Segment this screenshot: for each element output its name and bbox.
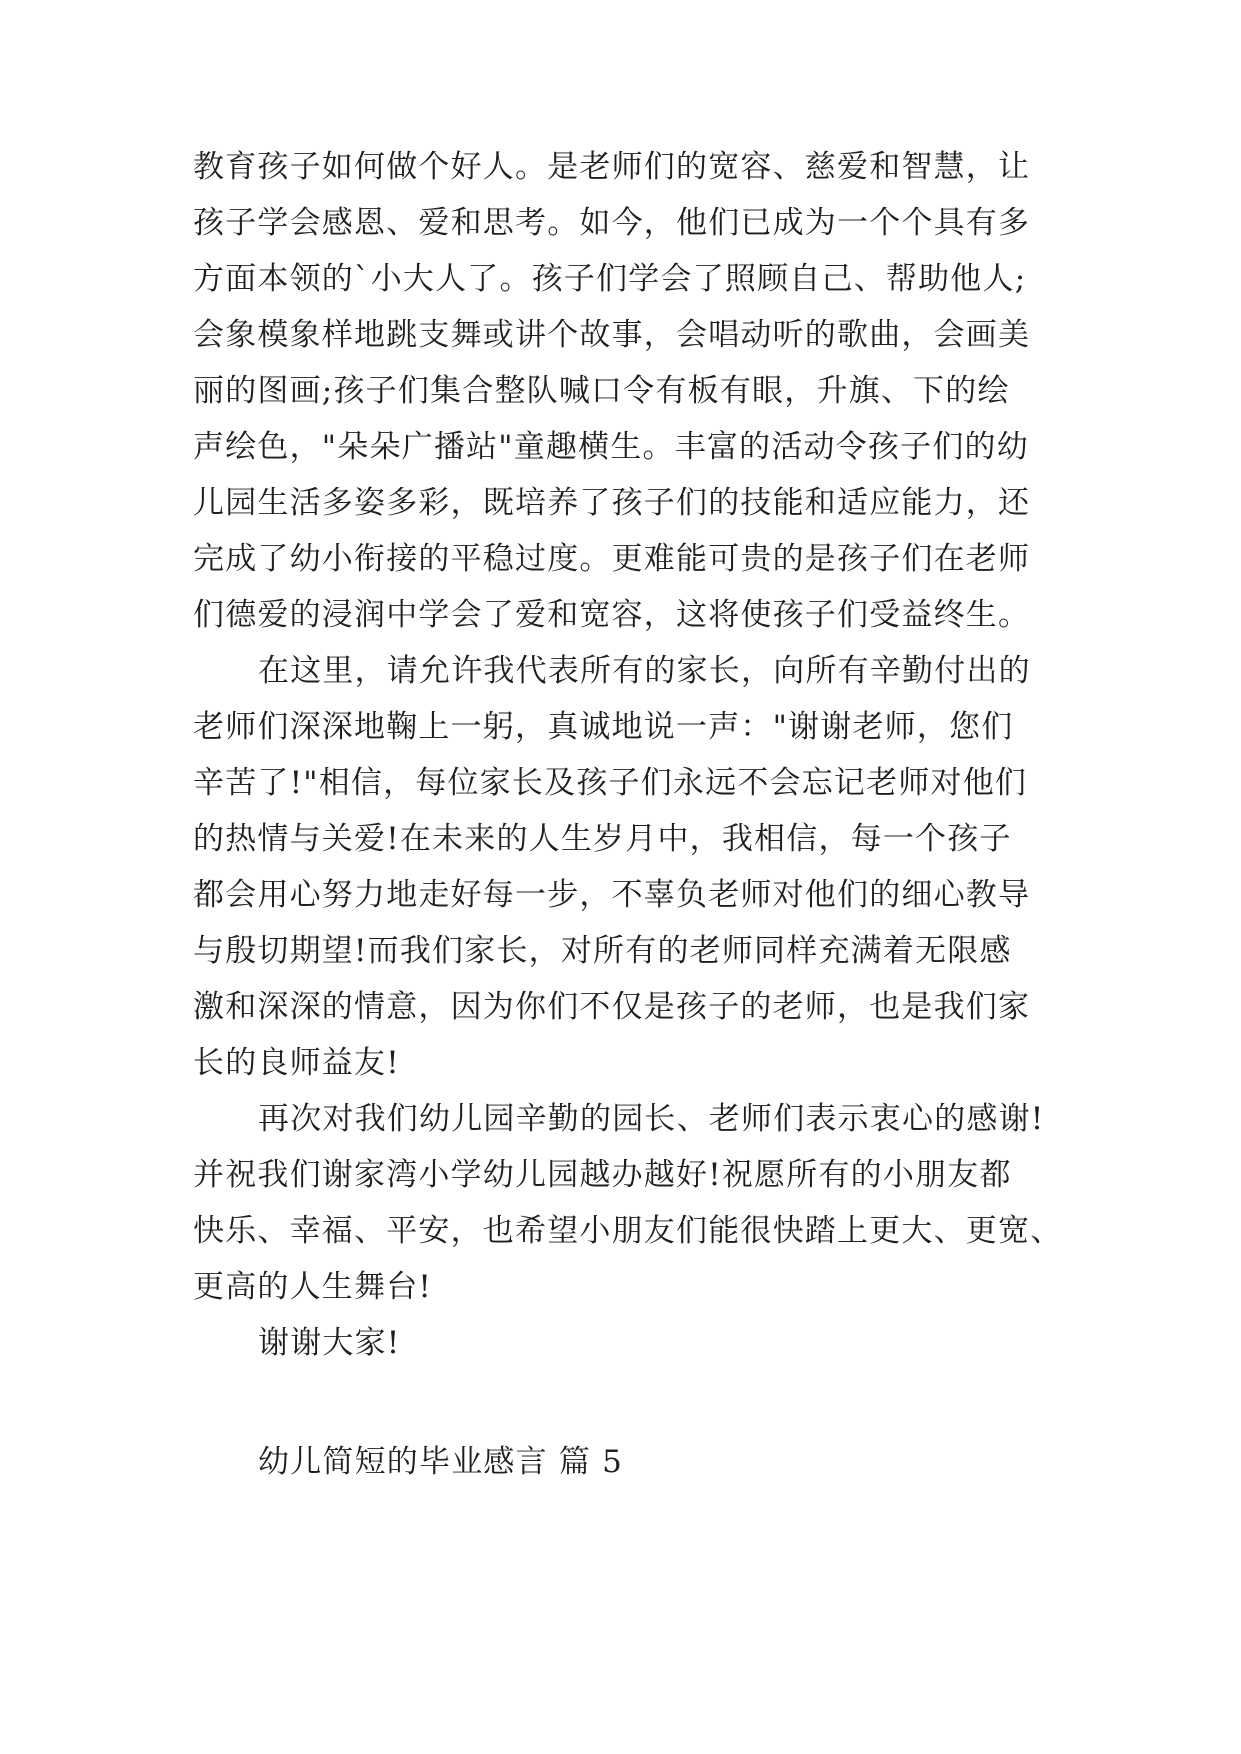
paragraph-line: 在这里，请允许我代表所有的家长，向所有辛勤付出的 [258, 653, 1031, 689]
paragraph-line: 快乐、幸福、平安，也希望小朋友们能很快踏上更大、更宽、 [193, 1213, 1063, 1249]
paragraph-line: 教育孩子如何做个好人。是老师们的宽容、慈爱和智慧，让 [193, 149, 1031, 185]
paragraph-line: 更高的人生舞台! [193, 1269, 433, 1305]
paragraph-line: 再次对我们幼儿园辛勤的园长、老师们表示衷心的感谢! [258, 1101, 1045, 1137]
paragraph-line: 并祝我们谢家湾小学幼儿园越办越好!祝愿所有的小朋友都 [193, 1157, 1012, 1193]
paragraph-line: 儿园生活多姿多彩，既培养了孩子们的技能和适应能力，还 [193, 485, 1031, 521]
paragraph-line: 老师们深深地鞠上一躬，真诚地说一声："谢谢老师，您们 [193, 709, 1014, 745]
paragraph-line: 方面本领的`小大人了。孩子们学会了照顾自己、帮助他人; [193, 261, 1027, 297]
paragraph-line: 激和深深的情意，因为你们不仅是孩子的老师，也是我们家 [193, 989, 1031, 1025]
paragraph-line: 完成了幼小衔接的平稳过度。更难能可贵的是孩子们在老师 [193, 541, 1031, 577]
paragraph-line: 与殷切期望!而我们家长，对所有的老师同样充满着无限感 [193, 933, 1012, 969]
paragraph-line: 都会用心努力地走好每一步，不辜负老师对他们的细心教导 [193, 877, 1031, 913]
paragraph-line: 的热情与关爱!在未来的人生岁月中，我相信，每一个孩子 [193, 821, 1012, 857]
paragraph-line: 丽的图画;孩子们集合整队喊口令有板有眼，升旗、下的绘 [193, 373, 1010, 409]
paragraph-line: 长的良师益友! [193, 1045, 400, 1081]
paragraph-line: 会象模象样地跳支舞或讲个故事，会唱动听的歌曲，会画美 [193, 317, 1031, 353]
paragraph-line: 孩子学会感恩、爱和思考。如今，他们已成为一个个具有多 [193, 205, 1031, 241]
section-heading: 幼儿简短的毕业感言 篇 5 [258, 1444, 624, 1480]
paragraph-line: 辛苦了!"相信，每位家长及孩子们永远不会忘记老师对他们 [193, 765, 1028, 801]
closing-line: 谢谢大家! [258, 1325, 401, 1361]
paragraph-line: 们德爱的浸润中学会了爱和宽容，这将使孩子们受益终生。 [193, 597, 1031, 633]
paragraph-line: 声绘色，"朵朵广播站"童趣横生。丰富的活动令孩子们的幼 [193, 429, 1029, 465]
